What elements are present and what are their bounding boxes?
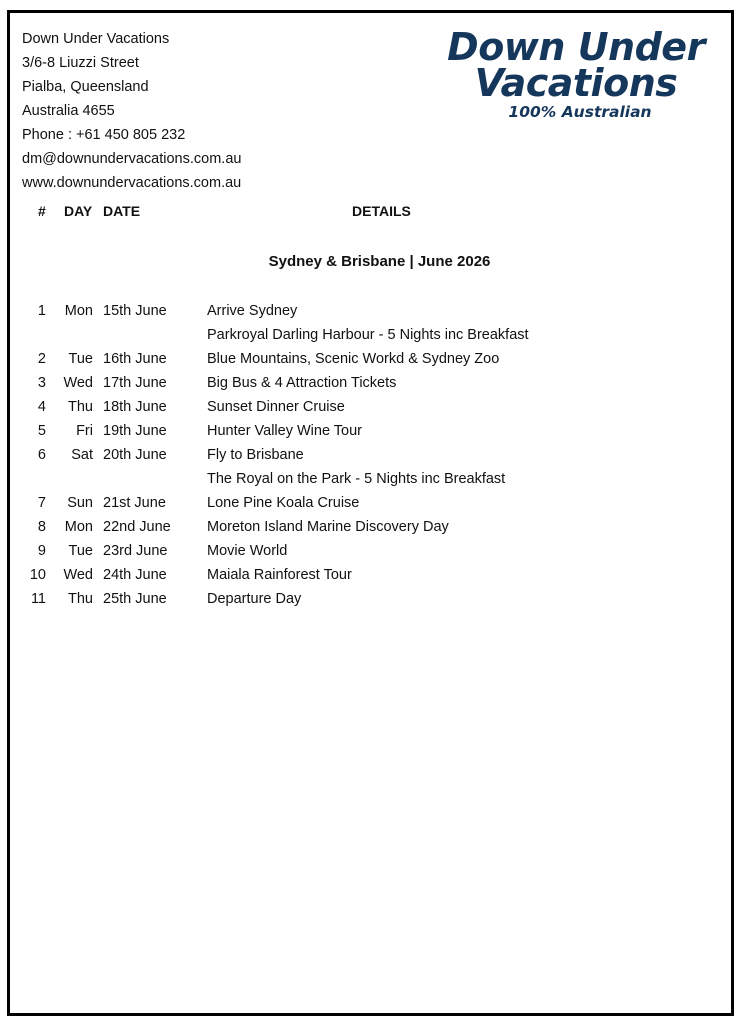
itinerary-page <box>7 10 734 1016</box>
row-day: Wed <box>63 375 93 391</box>
row-details: Big Bus & 4 Attraction Tickets <box>207 375 397 391</box>
company-street: 3/6-8 Liuzzi Street <box>22 55 139 71</box>
logo-tagline: 100% Australian <box>508 103 652 121</box>
itinerary-row <box>10 467 731 491</box>
itinerary-table <box>10 299 731 611</box>
itinerary-row <box>10 563 731 587</box>
row-day: Tue <box>68 543 93 559</box>
row-number: 11 <box>30 591 46 607</box>
row-details: Movie World <box>207 543 288 559</box>
row-number: 8 <box>37 519 46 535</box>
itinerary-row <box>10 395 731 419</box>
column-header-details: DETAILS <box>352 203 411 219</box>
row-details: Sunset Dinner Cruise <box>207 399 345 415</box>
row-date: 18th June <box>103 399 167 415</box>
row-details: Arrive Sydney <box>207 303 298 319</box>
row-number: 1 <box>37 303 46 319</box>
itinerary-row <box>10 347 731 371</box>
row-details: The Royal on the Park - 5 Nights inc Breakfast <box>207 471 506 487</box>
row-details: Hunter Valley Wine Tour <box>207 423 363 439</box>
row-day: Sun <box>67 495 93 511</box>
row-details: Moreton Island Marine Discovery Day <box>207 519 449 535</box>
column-header-date: DATE <box>103 203 141 219</box>
row-number: 3 <box>37 375 46 391</box>
itinerary-row <box>10 323 731 347</box>
row-details: Blue Mountains, Scenic Workd & Sydney Zoo <box>207 351 500 367</box>
row-day: Fri <box>76 423 93 439</box>
itinerary-row <box>10 443 731 467</box>
company-city: Pialba, Queensland <box>22 79 149 95</box>
row-date: 19th June <box>103 423 167 439</box>
itinerary-row <box>10 587 731 611</box>
itinerary-row <box>10 491 731 515</box>
row-number: 2 <box>37 351 46 367</box>
row-date: 24th June <box>103 567 167 583</box>
company-phone: Phone : +61 450 805 232 <box>22 127 186 143</box>
row-date: 17th June <box>103 375 167 391</box>
row-day: Tue <box>68 351 93 367</box>
logo-line-2: Vacations <box>474 61 678 105</box>
row-number: 7 <box>37 495 46 511</box>
itinerary-row <box>10 515 731 539</box>
company-name: Down Under Vacations <box>22 31 170 47</box>
column-header-day: DAY <box>64 203 93 219</box>
row-number: 9 <box>37 543 46 559</box>
row-day: Thu <box>68 399 93 415</box>
company-email: dm@downundervacations.com.au <box>22 151 242 167</box>
trip-title: Sydney & Brisbane | June 2026 <box>268 253 491 270</box>
row-details: Lone Pine Koala Cruise <box>207 495 360 511</box>
row-details: Fly to Brisbane <box>207 447 304 463</box>
row-date: 22nd June <box>103 519 171 535</box>
row-day: Wed <box>63 567 93 583</box>
row-number: 6 <box>37 447 46 463</box>
company-logo <box>428 25 724 122</box>
company-website: www.downundervacations.com.au <box>22 175 242 191</box>
row-date: 25th June <box>103 591 167 607</box>
itinerary-row <box>10 299 731 323</box>
row-details: Maiala Rainforest Tour <box>207 567 352 583</box>
row-date: 16th June <box>103 351 167 367</box>
logo-line-1: Down Under <box>447 25 705 69</box>
row-date: 20th June <box>103 447 167 463</box>
itinerary-row <box>10 371 731 395</box>
company-country-postcode: Australia 4655 <box>22 103 115 119</box>
itinerary-row <box>10 419 731 443</box>
row-day: Thu <box>68 591 93 607</box>
row-day: Mon <box>64 303 93 319</box>
row-number: 4 <box>37 399 46 415</box>
row-date: 23rd June <box>103 543 168 559</box>
row-number: 5 <box>37 423 46 439</box>
row-day: Sat <box>71 447 93 463</box>
row-number: 10 <box>29 567 46 583</box>
row-date: 21st June <box>103 495 166 511</box>
row-day: Mon <box>64 519 93 535</box>
row-details: Parkroyal Darling Harbour - 5 Nights inc Breakfast <box>207 327 529 343</box>
column-header-number: # <box>38 203 46 219</box>
itinerary-row <box>10 539 731 563</box>
row-date: 15th June <box>103 303 167 319</box>
row-details: Departure Day <box>207 591 302 607</box>
company-address-block <box>22 27 241 195</box>
